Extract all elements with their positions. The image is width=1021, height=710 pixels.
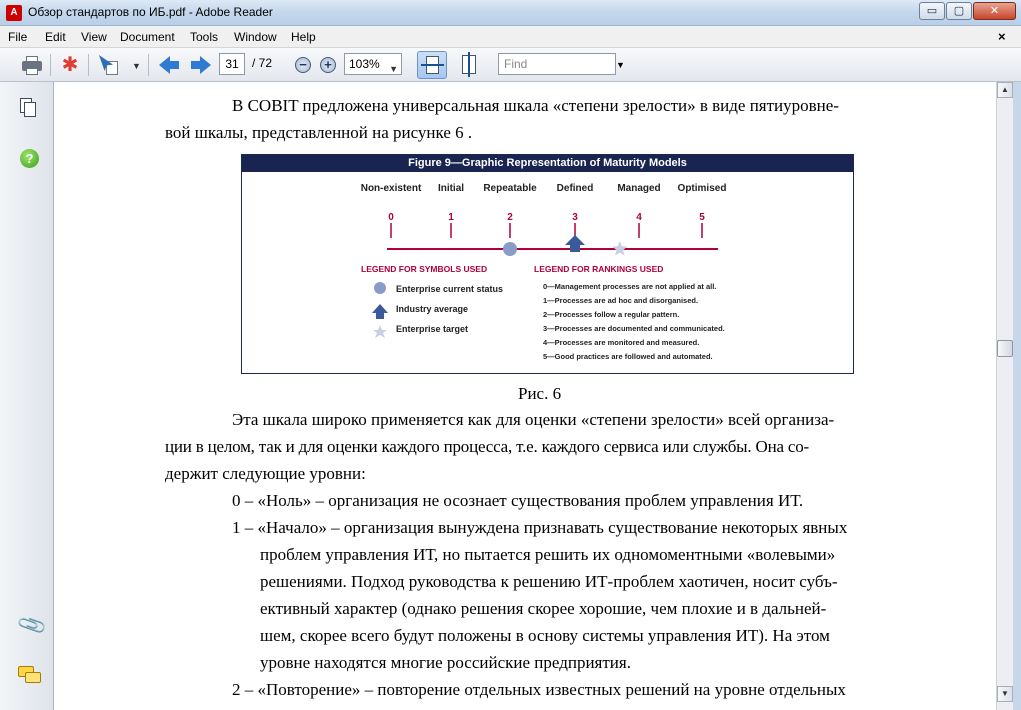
- ranking-item: 0—Management processes are not applied at all.: [543, 282, 717, 291]
- zoom-select[interactable]: [344, 53, 402, 75]
- maturity-level-number: 2: [507, 212, 513, 223]
- ranking-item: 1—Processes are ad hoc and disorganised.: [543, 296, 699, 305]
- menu-window[interactable]: Window: [234, 30, 277, 44]
- maximize-button[interactable]: ▢: [946, 2, 972, 20]
- figure-caption: Рис. 6: [518, 384, 562, 403]
- zoom-in-icon[interactable]: +: [320, 57, 336, 73]
- paragraph-line: В COBIT предложена универсальная шкала «степени зрелости» в виде пятиуровне-: [232, 96, 839, 115]
- maturity-model-figure: [241, 154, 854, 374]
- menu-bar: [0, 26, 1021, 48]
- list-item: 1 – «Начало» – организация вынуждена признавать существование некоторых явных: [232, 518, 848, 537]
- enterprise-target-marker: [612, 241, 627, 256]
- list-item-continuation: решениями. Подход руководства к решению ИТ-проблем хаотичен, носит субъ-: [260, 572, 838, 591]
- help-icon[interactable]: ?: [20, 149, 39, 168]
- maturity-level-number: 0: [388, 212, 394, 223]
- scroll-down-icon[interactable]: ▼: [997, 686, 1013, 702]
- maturity-level-label: Non-existent: [360, 183, 422, 194]
- list-item-continuation: шем, скорее всего будут положены в основу системы управления ИТ). На этом: [260, 626, 830, 645]
- figure-header: Figure 9—Graphic Representation of Maturity Models: [242, 155, 853, 172]
- find-input[interactable]: Find: [498, 53, 616, 75]
- next-page-icon[interactable]: [190, 54, 212, 76]
- toolbar-separator: [50, 54, 51, 76]
- maturity-level-label: Repeatable: [483, 183, 537, 194]
- menu-tools[interactable]: Tools: [190, 30, 219, 44]
- list-item-continuation: ективный характер (однако решения скорее хорошие, чем плохие и в дальней-: [260, 599, 827, 618]
- legend-symbol-label: Enterprise current status: [396, 284, 504, 294]
- paragraph-line: ции в целом, так и для оценки каждого процесса, т.е. каждого сервиса или службы. Она со-: [165, 437, 809, 456]
- maturity-level-label: Defined: [556, 183, 594, 194]
- window-frame: [1013, 82, 1021, 710]
- title-bar: [0, 0, 1021, 26]
- list-item-continuation: проблем управления ИТ, но пытается решить их одномоментными «волевыми»: [260, 545, 836, 564]
- paragraph-line: вой шкалы, представленной на рисунке 6 .: [165, 123, 473, 142]
- maturity-level-label: Managed: [617, 183, 661, 194]
- fit-width-icon[interactable]: [417, 51, 447, 79]
- list-item-continuation: уровне находятся многие российские предприятия.: [260, 653, 631, 672]
- legend-symbol-label: Enterprise target: [396, 324, 469, 334]
- scroll-thumb[interactable]: [997, 340, 1013, 357]
- ranking-item: 3—Processes are documented and communicated.: [543, 324, 725, 333]
- menu-file[interactable]: File: [8, 30, 28, 44]
- print-icon[interactable]: [20, 53, 44, 77]
- window-title: Обзор стандартов по ИБ.pdf - Adobe Reader: [28, 5, 273, 19]
- current-status-icon: [374, 282, 386, 294]
- enterprise-target-icon: [373, 325, 387, 338]
- previous-page-icon[interactable]: [158, 54, 180, 76]
- maturity-level-number: 3: [572, 212, 578, 223]
- list-item: 0 – «Ноль» – организация не осознает существования проблем управления ИТ.: [232, 491, 804, 510]
- comments-icon[interactable]: [18, 666, 42, 686]
- close-button[interactable]: ✕: [973, 2, 1016, 20]
- document-page: [55, 82, 996, 710]
- paragraph-line: держит следующие уровни:: [165, 464, 366, 483]
- pages-icon[interactable]: [20, 98, 36, 118]
- ranking-item: 2—Processes follow a regular pattern.: [543, 310, 680, 319]
- paragraph-line: Эта шкала широко применяется как для оценки «степени зрелости» всей организа-: [232, 410, 835, 429]
- maturity-scale-graphic: [242, 172, 853, 373]
- maturity-level-number: 4: [636, 212, 642, 223]
- fit-page-icon[interactable]: [455, 51, 483, 79]
- menu-document[interactable]: Document: [120, 30, 175, 44]
- review-dropdown-icon[interactable]: ▼: [132, 61, 141, 71]
- maturity-level-number: 5: [699, 212, 705, 223]
- menu-view[interactable]: View: [81, 30, 107, 44]
- pdf-icon: A: [6, 5, 22, 21]
- legend-symbols-title: LEGEND FOR SYMBOLS USED: [361, 264, 488, 274]
- minimize-button[interactable]: ▭: [919, 2, 945, 20]
- scroll-up-icon[interactable]: ▲: [997, 82, 1013, 98]
- document-close-button[interactable]: ×: [998, 29, 1006, 44]
- vertical-scrollbar[interactable]: [996, 82, 1013, 710]
- toolbar-separator: [148, 54, 149, 76]
- zoom-value: 103%: [349, 57, 380, 71]
- maturity-level-number: 1: [448, 212, 454, 223]
- legend-symbol-label: Industry average: [396, 304, 469, 314]
- industry-average-icon: [372, 304, 388, 319]
- menu-edit[interactable]: Edit: [45, 30, 66, 44]
- current-status-marker: [503, 242, 517, 256]
- chevron-down-icon: ▼: [389, 64, 398, 74]
- toolbar-separator: [88, 54, 89, 76]
- ranking-item: 5—Good practices are followed and automated.: [543, 352, 713, 361]
- review-icon[interactable]: [96, 53, 120, 77]
- list-item: 2 – «Повторение» – повторение отдельных известных решений на уровне отдельных: [232, 680, 846, 699]
- page-total: / 72: [252, 56, 273, 70]
- ranking-item: 4—Processes are monitored and measured.: [543, 338, 700, 347]
- page-number-input[interactable]: 31: [219, 53, 245, 75]
- zoom-out-icon[interactable]: −: [295, 57, 311, 73]
- legend-rankings-title: LEGEND FOR RANKINGS USED: [534, 264, 664, 274]
- attachments-icon[interactable]: 📎: [16, 610, 49, 642]
- find-dropdown-icon[interactable]: ▼: [616, 60, 625, 70]
- maturity-level-label: Optimised: [677, 183, 727, 194]
- maturity-level-label: Initial: [437, 183, 465, 194]
- collaborate-icon[interactable]: ✱: [61, 54, 79, 76]
- menu-help[interactable]: Help: [291, 30, 316, 44]
